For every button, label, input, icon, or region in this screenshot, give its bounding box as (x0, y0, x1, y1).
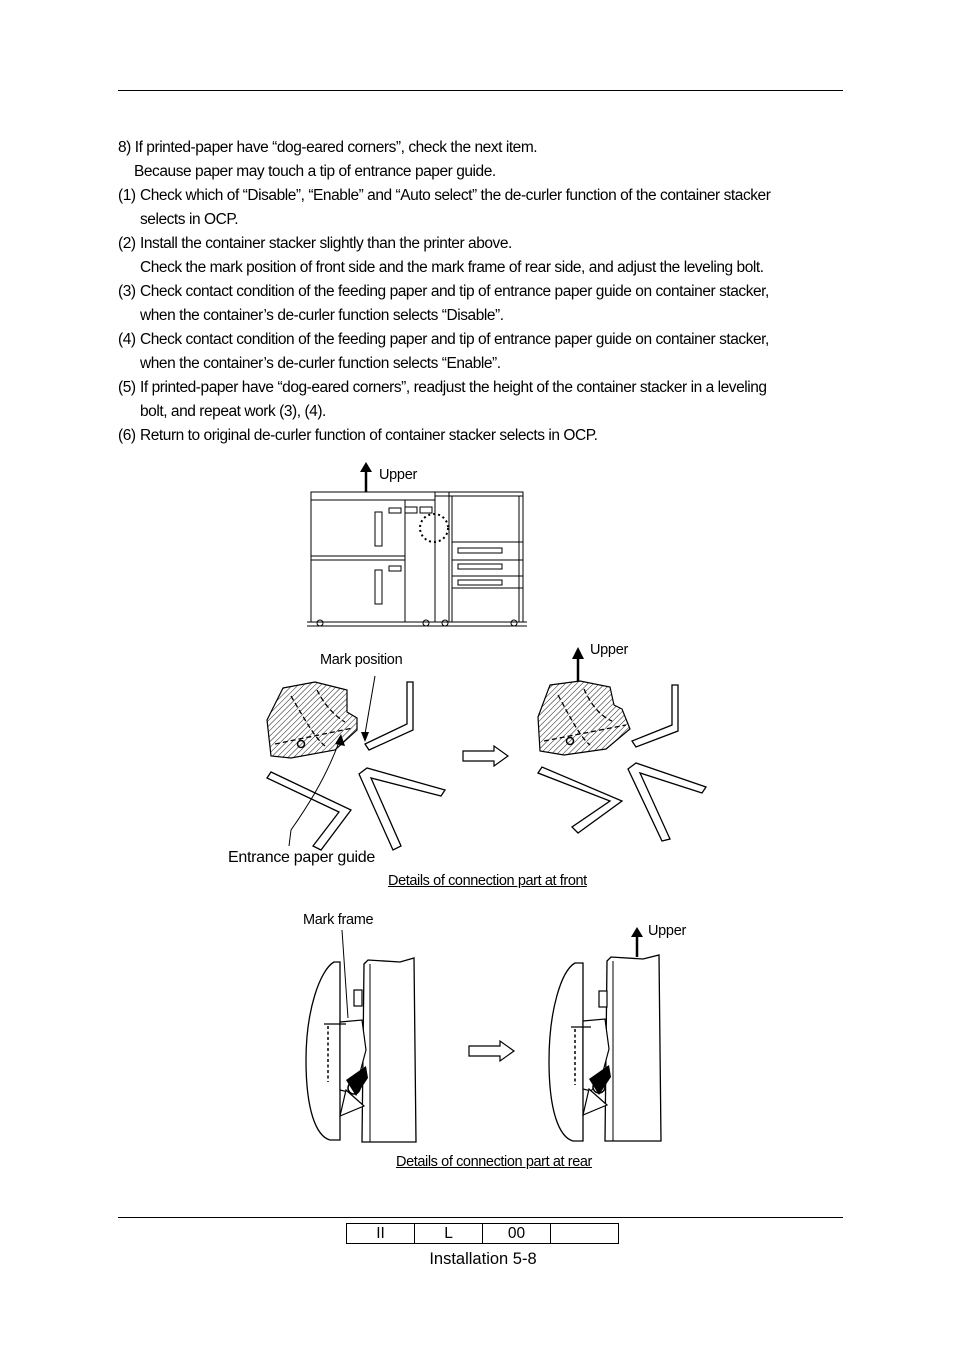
overview-upper-label: Upper (379, 467, 417, 483)
rear-upper-label: Upper (648, 923, 686, 939)
step-text: Check which of “Disable”, “Enable” and “Auto select” the de-curler function of the container stacker (140, 187, 771, 204)
step-text: when the container’s de-curler function selects “Enable”. (140, 355, 501, 372)
front-upper-label: Upper (590, 642, 628, 658)
item-heading: 8) If printed-paper have “dog-eared corners”, check the next item. (118, 139, 538, 156)
step-text: Install the container stacker slightly than the printer above. (140, 235, 512, 252)
step-text: If printed-paper have “dog-eared corners”, readjust the height of the container stacker in a leveling (140, 379, 767, 396)
step-number: (1) (118, 187, 136, 204)
step-number: (4) (118, 331, 136, 348)
footer-cell: II (347, 1224, 415, 1244)
step-text: bolt, and repeat work (3), (4). (140, 403, 326, 420)
front-connection-after-figure (530, 645, 720, 845)
header-rule (118, 90, 843, 91)
step-number: (6) (118, 427, 136, 444)
footer-cell (551, 1224, 619, 1244)
step-text: Return to original de-curler function of container stacker selects in OCP. (140, 427, 598, 444)
step-number: (3) (118, 283, 136, 300)
footer-cell: L (415, 1224, 483, 1244)
front-caption: Details of connection part at front (388, 873, 587, 889)
item-reason: Because paper may touch a tip of entrance paper guide. (134, 163, 496, 180)
step-text: Check contact condition of the feeding paper and tip of entrance paper guide on container stacker, (140, 283, 769, 300)
step-number: (5) (118, 379, 136, 396)
rear-connection-before-figure (300, 930, 430, 1145)
footer-revision-table (346, 1223, 619, 1244)
printer-stacker-overview-figure (300, 460, 540, 635)
rear-connection-after-figure (545, 925, 670, 1145)
step-number: (2) (118, 235, 136, 252)
rear-transition-arrow-icon (468, 1040, 516, 1062)
entrance-paper-guide-label: Entrance paper guide (228, 849, 376, 866)
footer-cell: 00 (483, 1224, 551, 1244)
step-text: Check contact condition of the feeding paper and tip of entrance paper guide on container stacker, (140, 331, 769, 348)
page-label: Installation 5-8 (429, 1250, 537, 1268)
step-text: when the container’s de-curler function selects “Disable”. (140, 307, 504, 324)
step-text: selects in OCP. (140, 211, 239, 228)
step-text: Check the mark position of front side and the mark frame of rear side, and adjust the leveling bolt. (140, 259, 764, 276)
front-connection-before-figure (255, 660, 455, 860)
footer-rule (118, 1217, 843, 1218)
front-transition-arrow-icon (462, 745, 510, 767)
mark-position-label: Mark position (320, 652, 403, 668)
rear-caption: Details of connection part at rear (396, 1154, 592, 1170)
mark-frame-label: Mark frame (303, 912, 374, 928)
